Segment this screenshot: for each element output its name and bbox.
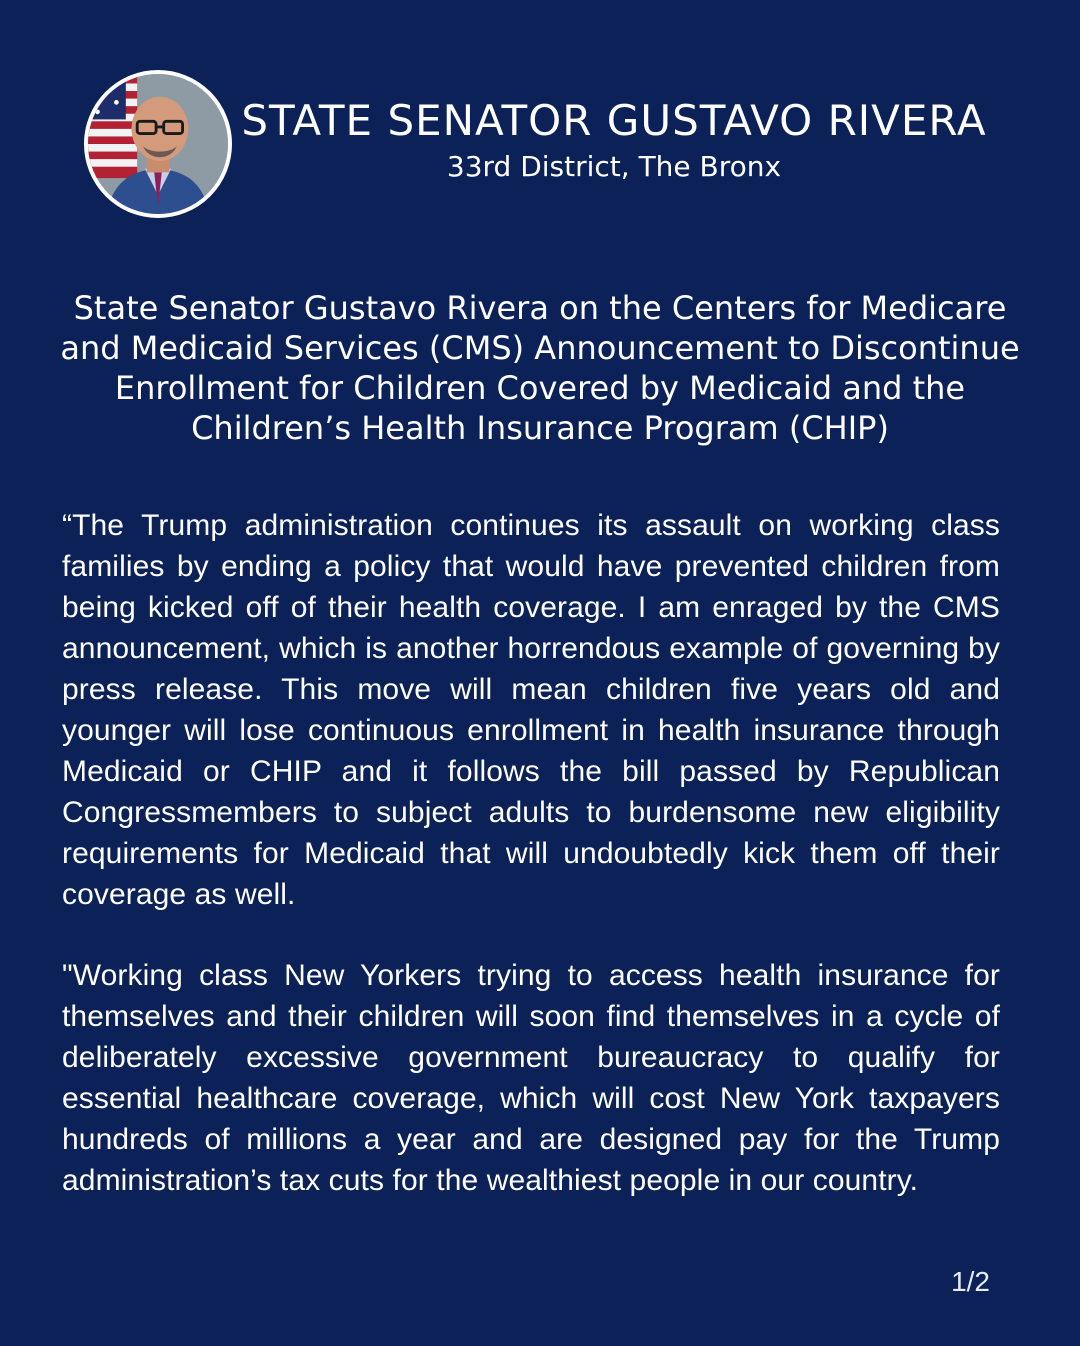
senator-portrait (88, 74, 228, 214)
quote-paragraph-2: "Working class New Yorkers trying to access health insurance for themselves and their children will soon find themselves in a cycle of deliberately excessive government bureaucracy to qualify for essential healthcare coverage, which will cost New York taxpayers hundreds of millions a year and are designed pay for the Trump administration’s tax cuts for the wealthiest people in our country. (62, 959, 1000, 1197)
senator-name: STATE SENATOR GUSTAVO RIVERA (241, 96, 987, 145)
avatar (84, 70, 232, 218)
headline: State Senator Gustavo Rivera on the Centers for Medicare and Medicaid Services (CMS) Announcement to Discontinue Enrollment for Children Covered by Medicaid and the Children’s Health Insurance Program (CHIP) (60, 289, 1020, 447)
district-subtitle: 33rd District, The Bronx (446, 150, 782, 183)
quote-paragraph-1: “The Trump administration continues its assault on working class families by ending a policy that would have prevented children from being kicked off of their health coverage. I am enraged by the CMS announcement, which is another horrendous example of governing by press release. This move will mean children five years old and younger will lose continuous enrollment in health insurance through Medicaid or CHIP and it follows the bill passed by Republican Congressmembers to subject adults to burdensome new eligibility requirements for Medicaid that will undoubtedly kick them off their coverage as well. (62, 509, 1000, 911)
page-indicator: 1/2 (951, 1266, 990, 1297)
header (84, 70, 1004, 220)
